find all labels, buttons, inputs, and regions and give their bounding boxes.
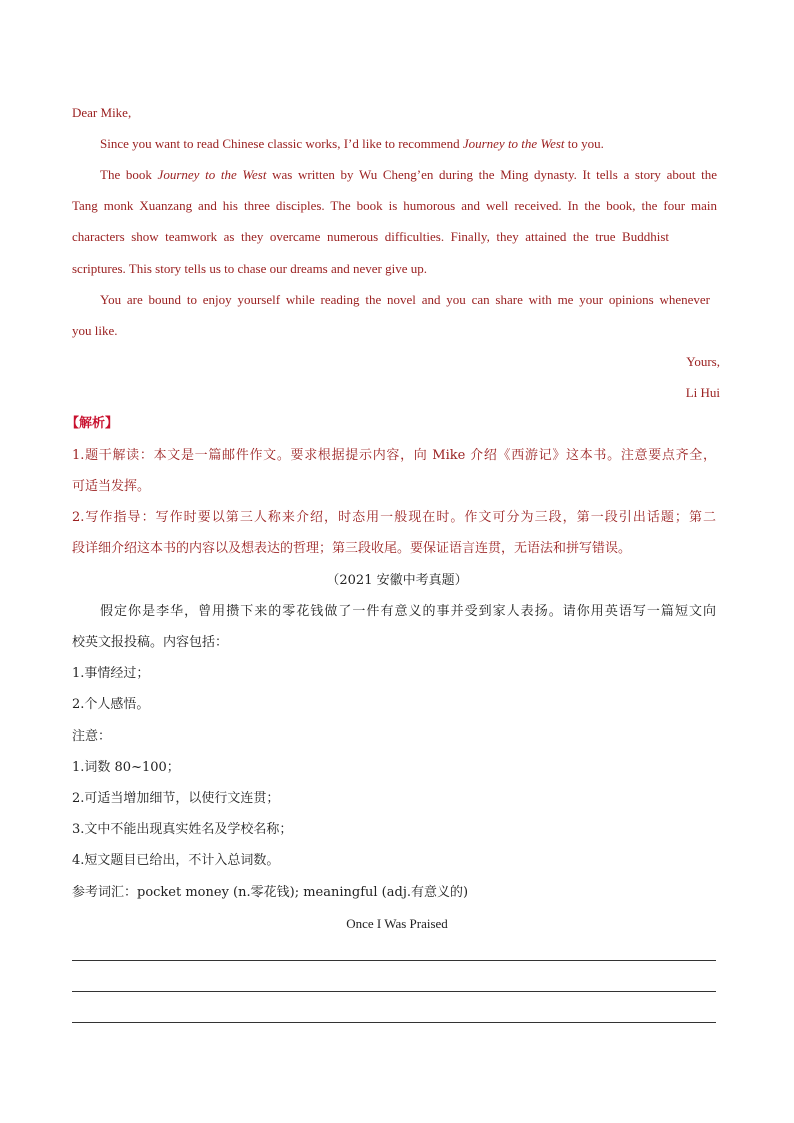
letter-signature: Li Hui (685, 385, 720, 400)
question-content-1: 1.事情经过； (72, 666, 150, 681)
letter-paragraph-2-line-3: characters show teamwork as they overcame numerous difficulties. Finally, they attained the true Buddhist (72, 229, 669, 244)
analysis-heading: 【解析】 (66, 416, 119, 431)
letter-p1-text-after: to you. (564, 136, 604, 151)
question-content-2: 2.个人感悟。 (72, 697, 150, 712)
letter-salutation: Dear Mike, (72, 105, 132, 120)
letter-p2-text-before: The book (100, 167, 158, 182)
letter-paragraph-3-line-1: You are bound to enjoy yourself while reading the novel and you can share with me your opinions whenever (100, 292, 710, 307)
question-note-4: 4.短文题目已给出，不计入总词数。 (72, 853, 280, 868)
question-note-3: 3.文中不能出现真实姓名及学校名称； (72, 822, 293, 837)
analysis-item-2-line-1: 2.写作指导：写作时要以第三人称来介绍，时态用一般现在时。作文可分为三段，第一段引出话题；第二 (72, 510, 716, 525)
answer-line-1[interactable] (72, 960, 716, 961)
answer-line-3[interactable] (72, 1022, 716, 1023)
question-vocabulary: 参考词汇：pocket money (n.零花钱); meaningful (adj.有意义的) (72, 885, 469, 900)
question-note-1: 1.词数 80~100； (72, 760, 180, 775)
letter-paragraph-2-line-2: Tang monk Xuanzang and his three disciples. The book is humorous and well received. In the book, the four main (72, 198, 717, 213)
answer-line-2[interactable] (72, 991, 716, 992)
analysis-item-1-line-1: 1.题干解读：本文是一篇邮件作文。要求根据提示内容，向 Mike 介绍《西游记》这本书。注意要点齐全， (72, 448, 716, 463)
analysis-item-1-line-2: 可适当发挥。 (72, 479, 151, 494)
question-notes-label: 注意： (72, 729, 112, 744)
letter-paragraph-2-line-1 (100, 167, 717, 183)
letter-paragraph-2-line-4: scriptures. This story tells us to chase our dreams and never give up. (72, 261, 428, 276)
letter-closing: Yours, (686, 354, 720, 369)
letter-p2-book-title: Journey to the West (157, 167, 267, 182)
essay-title: Once I Was Praised (346, 916, 448, 931)
letter-p1-text-before: Since you want to read Chinese classic works, I’d like to recommend (100, 136, 463, 151)
letter-p1-book-title: Journey to the West (462, 136, 565, 151)
question-prompt-line-1: 假定你是李华，曾用攒下来的零花钱做了一件有意义的事并受到家人表扬。请你用英语写一篇短文向 (100, 604, 716, 619)
question-source: （2021 安徽中考真题） (326, 573, 468, 588)
letter-paragraph-3-line-2: you like. (72, 323, 118, 338)
question-note-2: 2.可适当增加细节，以使行文连贯； (72, 791, 280, 806)
letter-paragraph-1 (100, 136, 745, 152)
question-prompt-line-2: 校英文报投稿。内容包括： (72, 635, 229, 650)
letter-p2-text-after: was written by Wu Cheng’en during the Ming dynasty. It tells a story about the (266, 167, 717, 182)
analysis-item-2-line-2: 段详细介绍这本书的内容以及想表达的哲理；第三段收尾。要保证语言连贯，无语法和拼写错误。 (72, 541, 632, 556)
